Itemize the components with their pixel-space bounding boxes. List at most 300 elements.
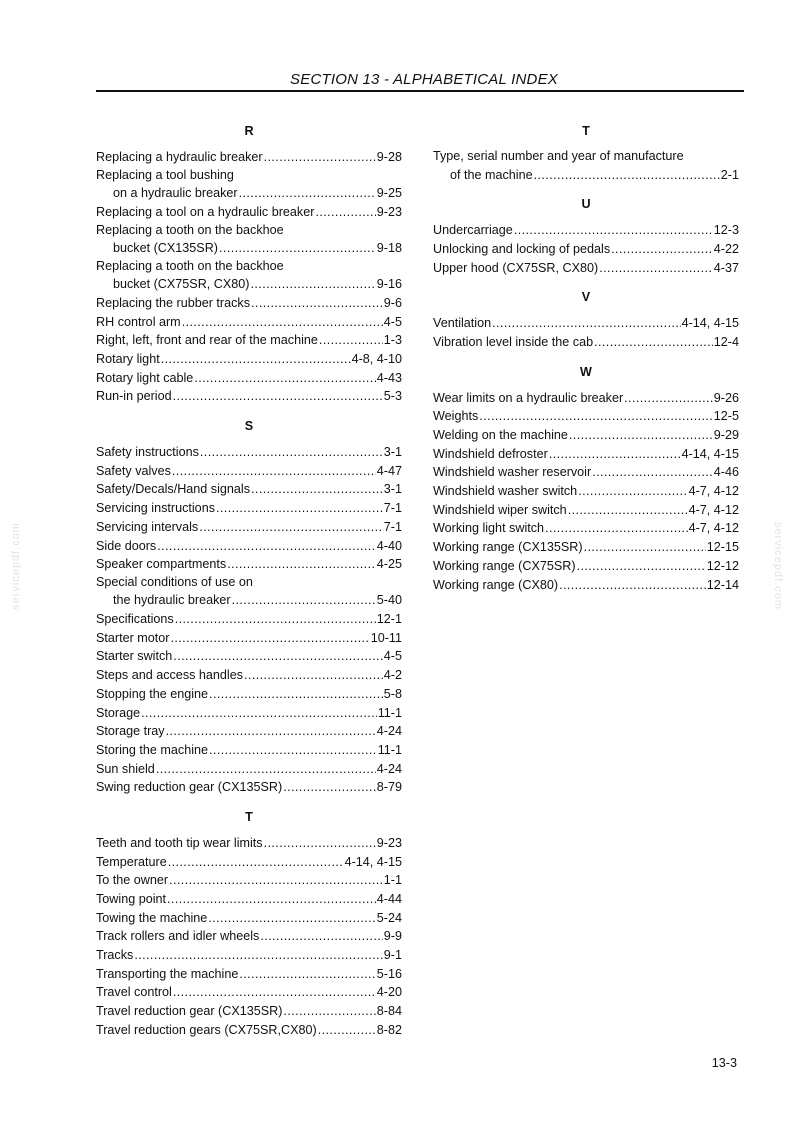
entry-row — [96, 591, 402, 610]
entry-text: Welding on the machine — [433, 428, 568, 442]
entry-row — [96, 704, 402, 723]
entry-row — [433, 221, 739, 240]
index-entry — [433, 557, 739, 576]
entry-row — [433, 166, 739, 185]
entry-row — [96, 760, 402, 779]
index-entry — [433, 482, 739, 501]
entry-row — [433, 240, 739, 259]
dot-leader — [173, 983, 376, 1002]
index-entry — [96, 890, 402, 909]
entry-page-ref: 9-26 — [713, 390, 739, 405]
entry-page-ref: 5-8 — [383, 686, 402, 701]
entry-page-ref: 4-7, 4-12 — [688, 521, 739, 536]
section-letter: V — [581, 290, 591, 305]
dot-leader — [584, 538, 706, 557]
index-entry — [96, 480, 402, 499]
dot-leader — [168, 853, 344, 872]
entry-row — [96, 834, 402, 853]
entry-page-ref: 4-47 — [376, 463, 402, 478]
entry-row — [96, 555, 402, 574]
dot-leader — [534, 166, 720, 185]
index-entry — [96, 946, 402, 965]
entry-row — [96, 946, 402, 965]
index-entry — [433, 463, 739, 482]
dot-leader — [239, 965, 375, 984]
entry-row — [433, 463, 739, 482]
dot-leader — [167, 890, 376, 909]
entry-row — [96, 1021, 402, 1040]
entry-row — [433, 501, 739, 520]
dot-leader — [170, 629, 369, 648]
index-entry — [433, 148, 739, 184]
index-entry — [96, 610, 402, 629]
entry-page-ref: 4-5 — [383, 649, 402, 664]
index-entry — [96, 629, 402, 648]
dot-leader — [260, 927, 382, 946]
index-entry — [433, 445, 739, 464]
entry-row — [96, 610, 402, 629]
dot-leader — [514, 221, 713, 240]
entry-row — [96, 184, 402, 203]
entry-row — [96, 890, 402, 909]
entry-page-ref: 4-46 — [713, 465, 739, 480]
dot-leader — [624, 389, 713, 408]
section-letter: S — [244, 419, 254, 434]
page-number: 13-3 — [711, 1056, 737, 1070]
entry-text: Sun shield — [96, 761, 155, 776]
index-section-r — [96, 122, 402, 406]
dot-leader — [545, 519, 688, 538]
index-section-t — [433, 122, 739, 184]
entry-text: Upper hood (CX75SR, CX80) — [433, 260, 599, 275]
entry-text-line1: Replacing a tool bushing — [96, 167, 234, 182]
entry-page-ref: 12-3 — [713, 223, 739, 238]
index-entry — [96, 294, 402, 313]
entry-row — [96, 331, 402, 350]
entry-row — [96, 148, 402, 167]
entry-text: Ventilation — [433, 316, 492, 331]
index-entry — [96, 350, 402, 369]
index-entry — [433, 407, 739, 426]
entry-text: Working range (CX80) — [433, 577, 559, 592]
index-entry — [96, 443, 402, 462]
dot-leader — [283, 778, 376, 797]
entry-row — [96, 499, 402, 518]
entry-page-ref: 4-5 — [383, 314, 402, 329]
entry-page-ref: 1-3 — [383, 333, 402, 348]
entry-page-ref: 7-1 — [383, 519, 402, 534]
entry-page-ref: 4-24 — [376, 761, 402, 776]
entry-row — [96, 387, 402, 406]
entry-row — [96, 239, 402, 258]
entry-text: To the owner — [96, 873, 169, 888]
entry-row — [96, 369, 402, 388]
index-entry — [96, 555, 402, 574]
dot-leader — [568, 501, 688, 520]
entry-text: of the machine — [450, 167, 533, 182]
entry-page-ref: 9-18 — [376, 241, 402, 256]
entry-text: Replacing the rubber tracks — [96, 295, 251, 310]
entry-row — [96, 741, 402, 760]
entry-page-ref: 12-5 — [713, 409, 739, 424]
dot-leader — [594, 333, 713, 352]
dot-leader — [169, 871, 383, 890]
entry-page-ref: 4-2 — [383, 668, 402, 683]
dot-leader — [173, 647, 383, 666]
entry-row — [96, 203, 402, 222]
entry-row — [433, 389, 739, 408]
index-section-t — [96, 808, 402, 1040]
entry-page-ref: 4-24 — [376, 724, 402, 739]
entry-row — [433, 576, 739, 595]
entry-row — [96, 294, 402, 313]
index-entry — [96, 167, 402, 203]
entry-text: Right, left, front and rear of the machine — [96, 333, 318, 348]
dot-leader — [251, 275, 376, 294]
entry-page-ref: 9-25 — [376, 186, 402, 201]
entry-text: Storage tray — [96, 724, 165, 739]
index-section-w — [433, 363, 739, 595]
dot-leader — [251, 294, 383, 313]
dot-leader — [172, 462, 376, 481]
section-letter: U — [581, 197, 591, 212]
entry-text: on a hydraulic breaker — [113, 186, 238, 201]
dot-leader — [264, 834, 376, 853]
entry-page-ref: 4-7, 4-12 — [688, 484, 739, 499]
entry-page-ref: 9-29 — [713, 428, 739, 442]
entry-text: Servicing instructions — [96, 501, 215, 516]
entry-row — [433, 333, 739, 352]
entry-text: Run-in period — [96, 389, 172, 404]
entry-page-ref: 11-1 — [377, 705, 402, 720]
entry-page-ref: 5-16 — [376, 966, 402, 981]
entry-text-line1: Replacing a tooth on the backhoe — [96, 222, 284, 237]
entry-text-line1: Replacing a tooth on the backhoe — [96, 258, 284, 273]
index-entry — [96, 871, 402, 890]
entry-text: RH control arm — [96, 314, 181, 329]
dot-leader — [182, 313, 383, 332]
entry-text: Temperature — [96, 854, 167, 869]
index-entry — [433, 519, 739, 538]
entry-text: Starter switch — [96, 649, 173, 664]
index-entry — [96, 222, 402, 258]
entry-text: Storing the machine — [96, 742, 209, 757]
dot-leader — [199, 518, 383, 537]
section-letter: W — [580, 364, 592, 379]
entry-row — [433, 519, 739, 538]
entry-page-ref: 4-25 — [376, 557, 402, 572]
page-title: SECTION 13 - ALPHABETICAL INDEX — [290, 71, 558, 88]
index-entry — [96, 778, 402, 797]
section-letter: T — [245, 809, 253, 824]
entry-page-ref: 9-9 — [383, 929, 402, 944]
entry-page-ref: 8-84 — [376, 1004, 402, 1019]
entry-row — [96, 965, 402, 984]
entry-text: Safety/Decals/Hand signals — [96, 482, 251, 497]
index-column-right — [433, 122, 739, 605]
index-entry — [433, 240, 739, 259]
entry-text: Travel control — [96, 985, 172, 1000]
dot-leader — [492, 314, 680, 333]
dot-leader — [157, 537, 376, 556]
dot-leader — [577, 557, 706, 576]
entry-row — [433, 407, 739, 426]
entry-text: the hydraulic breaker — [113, 593, 231, 608]
section-letter: R — [244, 124, 254, 138]
entry-text: Starter motor — [96, 630, 170, 645]
entry-text: Working light switch — [433, 521, 545, 536]
entry-row — [433, 259, 739, 278]
index-entry — [433, 576, 739, 595]
entry-text: Replacing a tool on a hydraulic breaker — [96, 204, 315, 219]
entry-text: Side doors — [96, 538, 157, 553]
index-entry — [96, 1021, 402, 1040]
entry-page-ref: 8-82 — [376, 1022, 402, 1037]
index-entry — [433, 333, 739, 352]
dot-leader — [219, 239, 376, 258]
index-entry — [433, 426, 739, 445]
entry-text: bucket (CX135SR) — [113, 241, 218, 256]
entry-text: Speaker compartments — [96, 557, 227, 572]
entry-page-ref: 12-4 — [713, 334, 739, 349]
entry-row — [433, 314, 739, 333]
index-entry — [433, 259, 739, 278]
entry-page-ref: 4-7, 4-12 — [688, 502, 739, 517]
dot-leader — [318, 1021, 376, 1040]
index-entry — [96, 203, 402, 222]
entry-text: Travel reduction gears (CX75SR,CX80) — [96, 1022, 317, 1037]
dot-leader — [173, 387, 383, 406]
dot-leader — [141, 704, 377, 723]
entry-row — [96, 871, 402, 890]
index-entry — [96, 983, 402, 1002]
dot-leader — [569, 426, 713, 445]
entry-row — [96, 629, 402, 648]
entry-row — [96, 647, 402, 666]
entry-page-ref: 3-1 — [383, 445, 402, 460]
dot-leader — [578, 482, 687, 501]
entry-text: Travel reduction gear (CX135SR) — [96, 1004, 283, 1019]
dot-leader — [227, 555, 376, 574]
entry-text: Windshield washer reservoir — [433, 465, 592, 480]
watermark-right: servicepdf.com — [772, 522, 785, 610]
dot-leader — [244, 666, 383, 685]
entry-text: Towing point — [96, 892, 167, 906]
index-entry — [96, 741, 402, 760]
entry-page-ref: 12-15 — [706, 540, 739, 555]
index-entry — [96, 760, 402, 779]
entry-page-ref: 4-44 — [376, 892, 402, 906]
dot-leader — [216, 499, 383, 518]
entry-row — [96, 443, 402, 462]
entry-text: Steps and access handles — [96, 668, 244, 683]
entry-row — [96, 666, 402, 685]
dot-leader — [611, 240, 713, 259]
entry-text: Wear limits on a hydraulic breaker — [433, 390, 624, 405]
entry-row — [96, 722, 402, 741]
entry-text: Towing the machine — [96, 910, 208, 925]
dot-leader — [232, 591, 376, 610]
dot-leader — [319, 331, 383, 350]
entry-text: Safety valves — [96, 463, 171, 478]
entry-page-ref: 11-1 — [377, 742, 402, 757]
entry-page-ref: 4-14, 4-15 — [344, 854, 402, 869]
entry-row — [96, 537, 402, 556]
dot-leader — [166, 722, 376, 741]
index-entry — [96, 369, 402, 388]
entry-page-ref: 4-43 — [376, 370, 402, 385]
index-section-u — [433, 195, 739, 277]
entry-row — [433, 482, 739, 501]
section-letter: T — [582, 124, 590, 138]
entry-text: Safety instructions — [96, 445, 199, 460]
entry-page-ref: 5-40 — [376, 593, 402, 608]
index-column-left — [96, 122, 402, 1051]
entry-row — [96, 313, 402, 332]
dot-leader — [549, 445, 681, 464]
entry-row — [96, 350, 402, 369]
entry-text: Windshield washer switch — [433, 484, 578, 499]
entry-text: Stopping the engine — [96, 686, 209, 701]
entry-page-ref: 9-16 — [376, 277, 402, 292]
dot-leader — [315, 203, 375, 222]
entry-page-ref: 3-1 — [383, 482, 402, 497]
dot-leader — [559, 576, 706, 595]
entry-row — [96, 480, 402, 499]
entry-row — [96, 853, 402, 872]
entry-text: Weights — [433, 409, 479, 424]
index-entry — [96, 666, 402, 685]
entry-page-ref: 4-40 — [376, 538, 402, 553]
dot-leader — [239, 184, 376, 203]
index-entry — [96, 518, 402, 537]
entry-text: Rotary light cable — [96, 370, 194, 385]
entry-page-ref: 4-20 — [376, 985, 402, 1000]
index-entry — [96, 148, 402, 167]
index-entry — [96, 537, 402, 556]
page-header — [96, 70, 744, 92]
entry-text: Specifications — [96, 612, 174, 627]
dot-leader — [283, 1002, 375, 1021]
entry-page-ref: 9-1 — [383, 948, 402, 963]
index-entry — [96, 258, 402, 294]
index-entry — [96, 499, 402, 518]
entry-page-ref: 4-8, 4-10 — [351, 352, 402, 366]
dot-leader — [479, 407, 713, 426]
index-entry — [96, 331, 402, 350]
index-entry — [433, 501, 739, 520]
entry-row — [96, 778, 402, 797]
index-entry — [433, 221, 739, 240]
index-entry — [433, 314, 739, 333]
index-entry — [433, 538, 739, 557]
entry-text: Windshield defroster — [433, 446, 548, 461]
entry-page-ref: 1-1 — [383, 873, 402, 888]
entry-text: Rotary light — [96, 352, 160, 366]
entry-row — [96, 927, 402, 946]
entry-text: Unlocking and locking of pedals — [433, 241, 611, 256]
entry-row — [96, 983, 402, 1002]
entry-page-ref: 9-23 — [376, 835, 402, 850]
entry-text: bucket (CX75SR, CX80) — [113, 277, 250, 292]
entry-text: Windshield wiper switch — [433, 502, 567, 517]
entry-page-ref: 4-14, 4-15 — [681, 446, 739, 461]
entry-page-ref: 12-12 — [706, 558, 739, 573]
dot-leader — [599, 259, 713, 278]
entry-text: Working range (CX75SR) — [433, 558, 576, 573]
index-entry — [96, 722, 402, 741]
index-entry — [96, 909, 402, 928]
index-section-v — [433, 288, 739, 351]
dot-leader — [200, 443, 383, 462]
entry-text-line1: Special conditions of use on — [96, 574, 253, 589]
entry-page-ref: 4-22 — [713, 241, 739, 256]
dot-leader — [592, 463, 713, 482]
entry-row — [96, 909, 402, 928]
entry-text: Swing reduction gear (CX135SR) — [96, 780, 283, 795]
entry-row — [433, 445, 739, 464]
dot-leader — [209, 685, 383, 704]
entry-page-ref: 8-79 — [376, 780, 402, 795]
entry-text: Tracks — [96, 948, 134, 963]
index-entry — [96, 574, 402, 610]
index-entry — [96, 704, 402, 723]
entry-row — [96, 518, 402, 537]
index-entry — [433, 389, 739, 408]
entry-text: Teeth and tooth tip wear limits — [96, 835, 263, 850]
entry-text-line1: Type, serial number and year of manufacture — [433, 149, 684, 163]
entry-text: Undercarriage — [433, 223, 513, 238]
dot-leader — [161, 350, 351, 369]
dot-leader — [175, 610, 376, 629]
entry-text: Replacing a hydraulic breaker — [96, 150, 263, 164]
entry-text: Servicing intervals — [96, 519, 199, 534]
entry-page-ref: 2-1 — [720, 167, 739, 182]
entry-text: Working range (CX135SR) — [433, 540, 583, 555]
dot-leader — [194, 369, 375, 388]
entry-row — [96, 685, 402, 704]
entry-page-ref: 12-1 — [376, 612, 402, 627]
entry-text: Transporting the machine — [96, 966, 239, 981]
dot-leader — [156, 760, 376, 779]
dot-leader — [208, 909, 375, 928]
entry-page-ref: 4-14, 4-15 — [681, 316, 739, 331]
dot-leader — [264, 148, 376, 167]
entry-page-ref: 12-14 — [706, 577, 739, 592]
entry-row — [433, 538, 739, 557]
entry-page-ref: 4-37 — [713, 260, 739, 275]
index-entry — [96, 313, 402, 332]
entry-text: Storage — [96, 705, 141, 720]
entry-row — [96, 1002, 402, 1021]
entry-row — [96, 275, 402, 294]
index-entry — [96, 387, 402, 406]
dot-leader — [251, 480, 383, 499]
entry-text: Vibration level inside the cab — [433, 334, 594, 349]
dot-leader — [134, 946, 382, 965]
entry-page-ref: 7-1 — [383, 501, 402, 516]
dot-leader — [209, 741, 377, 760]
index-section-s — [96, 417, 402, 797]
entry-page-ref: 9-6 — [383, 295, 402, 310]
index-entry — [96, 462, 402, 481]
entry-page-ref: 9-23 — [376, 204, 402, 219]
entry-row — [96, 462, 402, 481]
entry-page-ref: 5-3 — [383, 389, 402, 404]
index-entry — [96, 1002, 402, 1021]
watermark-left: servicepdf.com — [10, 522, 22, 610]
entry-text: Track rollers and idler wheels — [96, 929, 260, 944]
